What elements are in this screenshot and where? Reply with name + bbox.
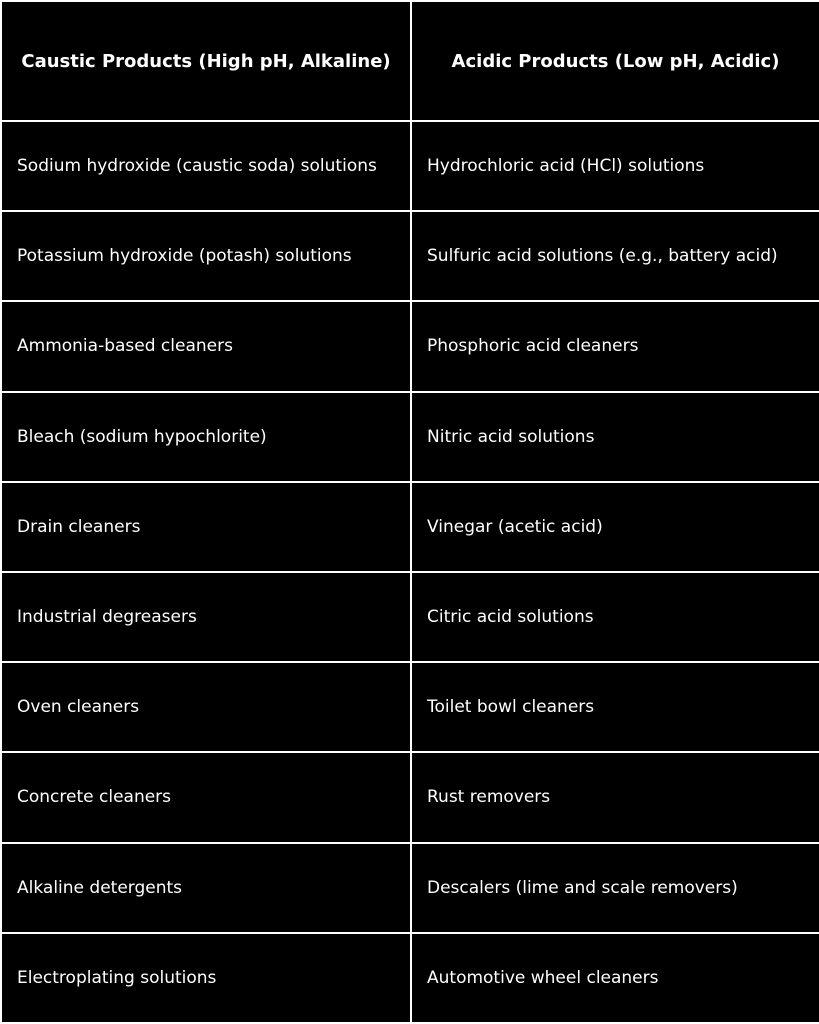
table-row	[2, 753, 819, 841]
caustic-cell: Industrial degreasers	[2, 573, 410, 661]
acidic-cell: Descalers (lime and scale removers)	[412, 844, 819, 932]
acidic-cell: Sulfuric acid solutions (e.g., battery acid)	[412, 212, 819, 300]
caustic-cell: Concrete cleaners	[2, 753, 410, 841]
table-row	[2, 844, 819, 932]
table-row	[2, 934, 819, 1022]
caustic-cell: Sodium hydroxide (caustic soda) solutions	[2, 122, 410, 210]
table-header	[2, 2, 819, 120]
caustic-cell: Bleach (sodium hypochlorite)	[2, 393, 410, 481]
caustic-cell: Alkaline detergents	[2, 844, 410, 932]
table-row	[2, 573, 819, 661]
table-row	[2, 212, 819, 300]
acidic-cell: Rust removers	[412, 753, 819, 841]
caustic-cell: Ammonia-based cleaners	[2, 302, 410, 390]
acidic-cell: Phosphoric acid cleaners	[412, 302, 819, 390]
caustic-cell: Electroplating solutions	[2, 934, 410, 1022]
table-row	[2, 122, 819, 210]
table-row	[2, 663, 819, 751]
header-caustic-products: Caustic Products (High pH, Alkaline)	[2, 2, 410, 120]
table-row	[2, 393, 819, 481]
table-row	[2, 483, 819, 571]
caustic-cell: Drain cleaners	[2, 483, 410, 571]
acidic-cell: Vinegar (acetic acid)	[412, 483, 819, 571]
acidic-cell: Hydrochloric acid (HCl) solutions	[412, 122, 819, 210]
acidic-cell: Automotive wheel cleaners	[412, 934, 819, 1022]
header-row	[2, 2, 819, 120]
acidic-cell: Toilet bowl cleaners	[412, 663, 819, 751]
caustic-cell: Potassium hydroxide (potash) solutions	[2, 212, 410, 300]
caustic-cell: Oven cleaners	[2, 663, 410, 751]
header-acidic-products: Acidic Products (Low pH, Acidic)	[412, 2, 819, 120]
acidic-cell: Citric acid solutions	[412, 573, 819, 661]
acidic-cell: Nitric acid solutions	[412, 393, 819, 481]
table-body	[2, 122, 819, 1022]
table-row	[2, 302, 819, 390]
